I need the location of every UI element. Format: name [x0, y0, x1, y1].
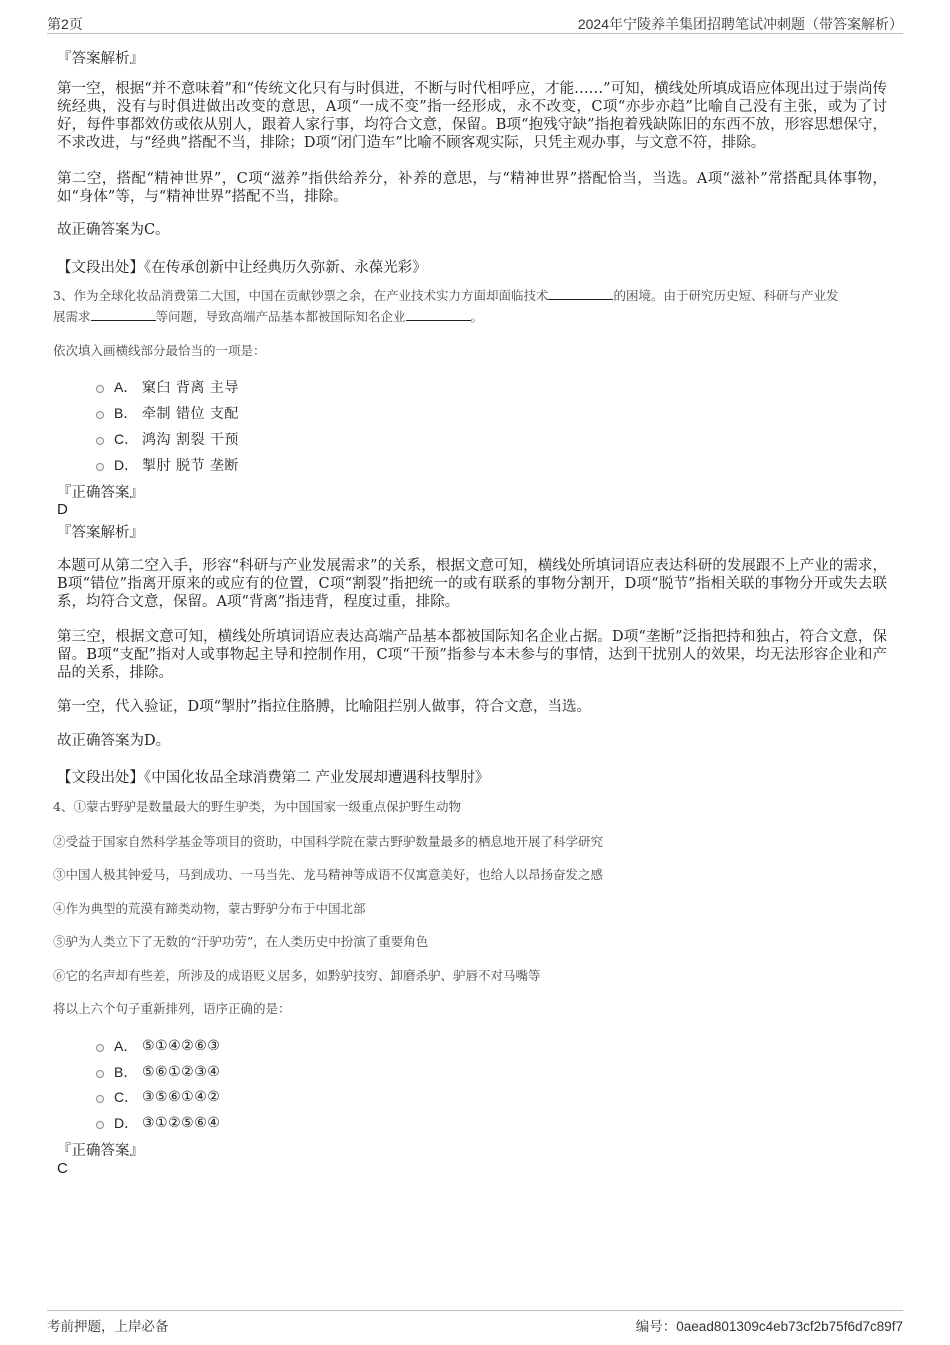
q4-option-a[interactable] [96, 1036, 220, 1056]
page-header [47, 13, 903, 34]
option-text: 窠臼 背离 主导 [142, 380, 239, 396]
q4-answer: C [57, 1160, 68, 1177]
blank-line [91, 308, 156, 321]
q3-stem [53, 285, 903, 327]
q3-answer: D [57, 501, 68, 518]
option-key: A． [114, 379, 138, 395]
q2-source: 【文段出处】《在传承创新中让经典历久弥新、永葆光彩》 [57, 260, 427, 276]
radio-icon[interactable] [96, 1095, 104, 1103]
q3-stem-part: 3、作为全球化妆品消费第二大国，中国在贡献钞票之余，在产业技术实力方面却面临技术 [53, 288, 549, 303]
radio-icon[interactable] [96, 411, 104, 419]
q2-analysis-p1: 第一空，根据“并不意味着”和“传统文化只有与时俱进，不断与时代相呼应，才能……”可知，横线处所填成语应体现出过于崇尚传统经典，没有与时俱进做出改变的意思，A项“一成不变”指一经形成，永不改变，C项“亦步亦趋”比喻自己没有主张，或为了讨好，每件事都效仿或依从别人，跟着人家行事，均符合文意，保留。B项“抱残守缺”指抱着残缺陈旧的东西不放，形容思想保守，不求改进，与“经典”搭配不当，排除；D项“闭门造车”比喻不顾客观实际，只凭主观办事，与文意不符，排除。 [57, 81, 887, 151]
q2-analysis-label: 『答案解析』 [57, 51, 144, 67]
document-id: 编号：0aead801309c4eb73cf2b75f6d7c89f7 [635, 1319, 903, 1334]
q2-conclusion: 故正确答案为C。 [57, 222, 170, 238]
q4-option-c[interactable] [96, 1087, 220, 1107]
q3-option-d[interactable] [96, 455, 239, 475]
blank-line [548, 287, 613, 300]
radio-icon[interactable] [96, 385, 104, 393]
option-key: C． [114, 1089, 139, 1105]
q3-answer-label: 『正确答案』 [57, 485, 144, 501]
q3-source: 【文段出处】《中国化妆品全球消费第二 产业发展却遭遇科技掣肘》 [57, 770, 490, 786]
q3-option-a[interactable] [96, 377, 239, 397]
q2-analysis-p2: 第二空，搭配“精神世界”，C项“滋养”指供给养分，补养的意思，与“精神世界”搭配恰当，当选。A项“滋补”常搭配具体事物，如“身体”等，与“精神世界”搭配不当，排除。 [57, 171, 887, 205]
footer-slogan: 考前押题，上岸必备 [47, 1319, 169, 1334]
q3-option-b[interactable] [96, 403, 239, 423]
q3-stem-part: 。 [470, 309, 484, 324]
page-footer [47, 1310, 903, 1335]
page-number: 第2页 [47, 16, 83, 32]
q4-option-d[interactable] [96, 1113, 220, 1133]
q4-sentence-5: ⑤驴为人类立下了无数的“汗驴功劳”，在人类历史中扮演了重要角色 [53, 934, 429, 949]
q3-option-c[interactable] [96, 429, 239, 449]
option-key: C． [114, 431, 139, 447]
radio-icon[interactable] [96, 1070, 104, 1078]
q4-sentence-1: 4、①蒙古野驴是数量最大的野生驴类，为中国国家一级重点保护野生动物 [53, 799, 461, 814]
q4-answer-label: 『正确答案』 [57, 1143, 144, 1159]
q3-analysis-p2: 第三空，根据文意可知，横线处所填词语应表达高端产品基本都被国际知名企业占据。D项“垄断”泛指把持和独占，符合文意，保留。B项“支配”指对人或事物起主导和控制作用，C项“干预”指参与本未参与的事情，达到干扰别人的效果，均无法形容企业和产品的关系，排除。 [57, 629, 887, 681]
option-text: ③①②⑤⑥④ [142, 1115, 221, 1131]
option-key: D． [114, 457, 139, 473]
option-key: B． [114, 1064, 138, 1080]
document-title: 2024年宁陵养羊集团招聘笔试冲刺题（带答案解析） [577, 16, 903, 32]
option-text: ③⑤⑥①④② [142, 1089, 221, 1105]
q3-stem-part: 的困境。由于研究历史短、科研与产业发 [613, 288, 839, 303]
option-key: D． [114, 1115, 139, 1131]
radio-icon[interactable] [96, 437, 104, 445]
q3-stem-part: 展需求 [53, 309, 91, 324]
radio-icon[interactable] [96, 1044, 104, 1052]
option-text: 掣肘 脱节 垄断 [142, 458, 239, 474]
option-text: ⑤①④②⑥③ [142, 1038, 221, 1054]
radio-icon[interactable] [96, 1121, 104, 1129]
q3-instruction: 依次填入画横线部分最恰当的一项是： [53, 343, 266, 358]
blank-line [406, 308, 471, 321]
q3-analysis-label: 『答案解析』 [57, 525, 144, 541]
option-text: 鸿沟 割裂 干预 [142, 432, 239, 448]
q4-instruction: 将以上六个句子重新排列，语序正确的是： [53, 1001, 291, 1016]
radio-icon[interactable] [96, 463, 104, 471]
option-text: 牵制 错位 支配 [142, 406, 239, 422]
q3-stem-part: 等问题，导致高端产品基本都被国际知名企业 [155, 309, 406, 324]
q4-option-b[interactable] [96, 1062, 220, 1082]
option-key: B． [114, 405, 138, 421]
q4-sentence-2: ②受益于国家自然科学基金等项目的资助，中国科学院在蒙古野驴数量最多的栖息地开展了科学研究 [53, 834, 604, 849]
q3-analysis-p1: 本题可从第二空入手，形容“科研与产业发展需求”的关系，根据文意可知，横线处所填词语应表达科研的发展跟不上产业的需求，B项“错位”指离开原来的或应有的位置，C项“割裂”指把统一的或有联系的事物分割开，D项“脱节”指相关联的事物分开或失去联系，均符合文意，保留。A项“背离”指违背，程度过重，排除。 [57, 558, 887, 610]
q4-sentence-3: ③中国人极其钟爱马，马到成功、一马当先、龙马精神等成语不仅寓意美好，也给人以昂扬奋发之感 [53, 867, 604, 882]
q3-analysis-p3: 第一空，代入验证，D项“掣肘”指拉住胳膊，比喻阻拦别人做事，符合文意，当选。 [57, 699, 591, 715]
q4-sentence-6: ⑥它的名声却有些差，所涉及的成语贬义居多，如黔驴技穷、卸磨杀驴、驴唇不对马嘴等 [53, 968, 541, 983]
q4-sentence-4: ④作为典型的荒漠有蹄类动物，蒙古野驴分布于中国北部 [53, 901, 366, 916]
q3-conclusion: 故正确答案为D。 [57, 733, 171, 749]
option-key: A． [114, 1038, 138, 1054]
option-text: ⑤⑥①②③④ [142, 1064, 221, 1080]
